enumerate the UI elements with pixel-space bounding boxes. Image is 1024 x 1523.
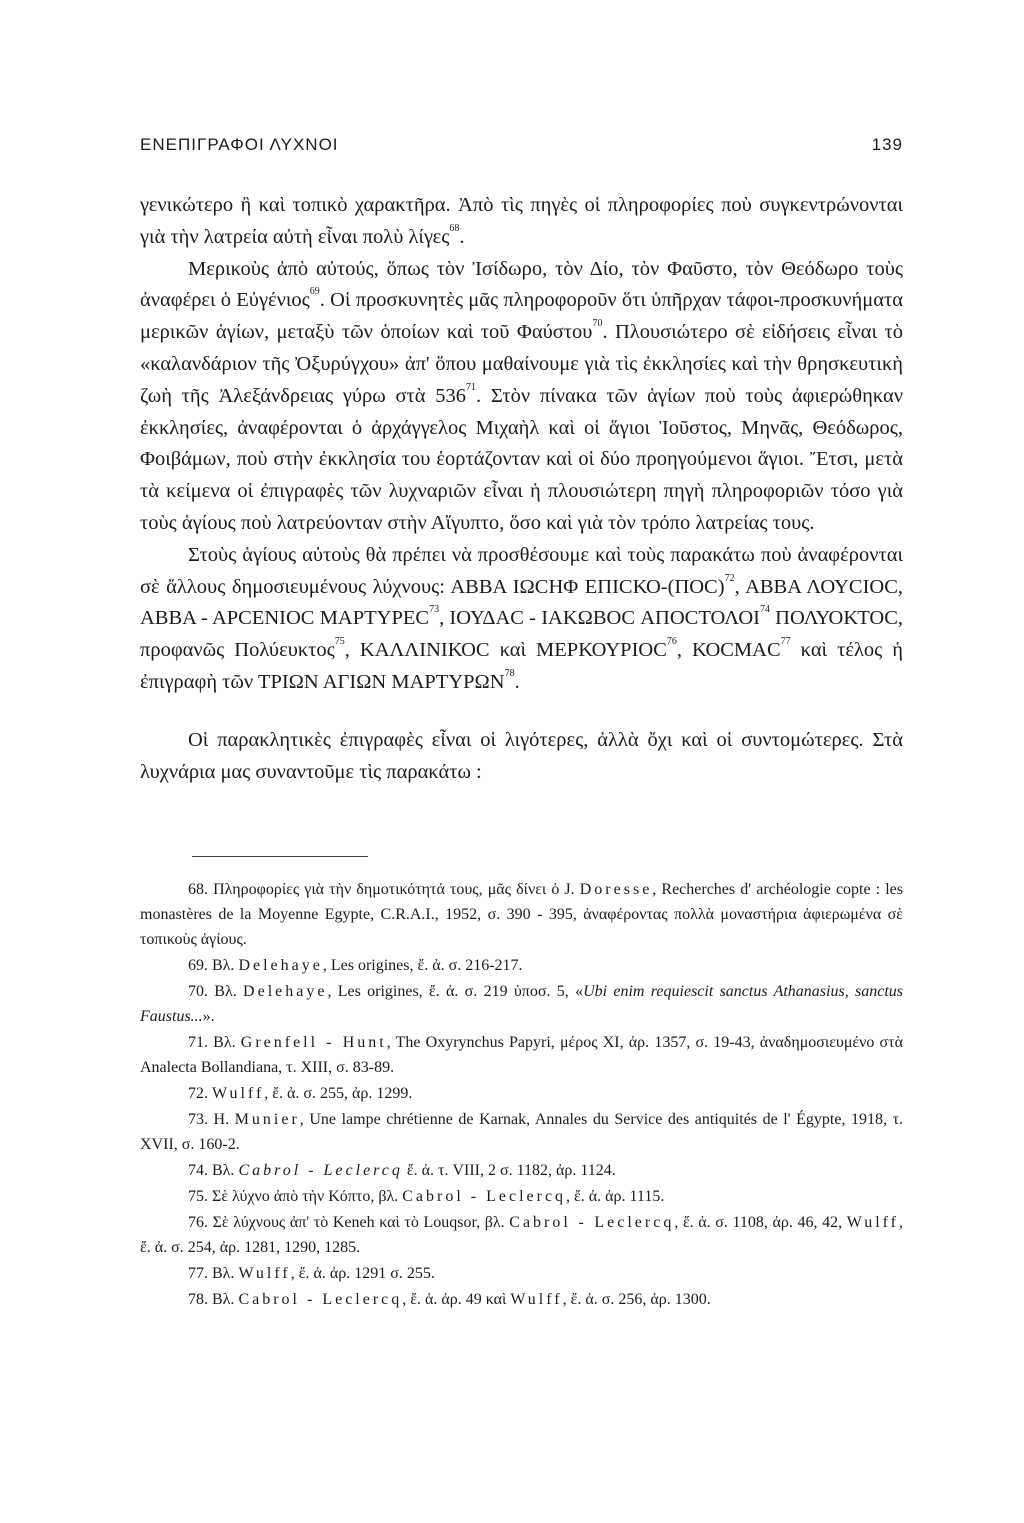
footnote-76 [140,1210,903,1260]
running-head [140,135,903,155]
text-span: Οἱ παρακλητικὲς ἐπιγραφὲς εἶναι οἱ λιγότερες, ἀλλὰ ὄχι καὶ οἱ συντομώτερες. Στὰ λυχνάρια μας συναντοῦμε τὶς παρακάτω : [140,728,903,783]
author-name: Delehaye [238,957,323,974]
footnote-ref: 75 [334,636,345,648]
author-name: Wulff [846,1214,900,1231]
text-span: . Οἱ προσκυνητὲς μᾶς πληροφοροῦν ὅτι ὑπῆρχαν τάφοι-προσκυνήματα μερικῶν ἁγίων, μεταξὺ τῶν ὁποίων καὶ τοῦ Φαύστου [140,289,903,344]
footnote-77 [140,1261,903,1286]
footnote-text: , Les origines, ἔ. ἀ. σ. 216-217. [322,957,523,974]
paragraph-2 [140,254,903,540]
author-name: Cabrol - Leclercq [238,1291,403,1308]
text-span: , ΚΑΛΛΙΝΙΚΟC καὶ ΜΕΡΚΟΥΡΙΟC [344,639,667,662]
footnote-text: , ἔ. ἀ. ἀρ. 1291 σ. 255. [290,1265,435,1282]
footnote-text: 73. H. [188,1111,235,1128]
text-span: . Πλουσιώτερο σὲ εἰδήσεις εἶναι τὸ «καλανδάριον τῆς Ὀξυρύγχου» ἀπ' ὅπου μαθαίνουμε γιὰ τὶς ἐκκλησίες καὶ τὴν θρησκευτικὴ ζωὴ τῆς Ἀλεξάνδρειας γύρω στὰ 536 [140,321,903,407]
footnote-ref: 74 [759,604,770,616]
footnote-text: , ἔ. ἀ. ἀρ. 49 καὶ [402,1291,511,1308]
footnote-73 [140,1107,903,1157]
footnote-text: , Recherches d' archéologie copte : les monastères de la Moyenne Egypte, C.R.A.I., 1952, σ. 390 - 395, ἀναφέροντας πολλὰ μοναστήρια ἀφιερωμένα σὲ τοπικοὺς ἁγίους. [140,881,904,948]
footnotes [140,877,903,1313]
author-name: Grenfell - Hunt [240,1034,387,1051]
author-name: Munier [234,1111,300,1128]
text-span: . [459,225,465,248]
author-name: Wulff [510,1291,563,1308]
footnote-ref: 72 [724,572,735,584]
footnote-72 [140,1081,903,1106]
author-name: Wulff [212,1085,265,1102]
footnote-ref: 69 [309,286,320,298]
footnote-text: , ἔ. ἀ. σ. 255, ἀρ. 1299. [264,1085,413,1102]
footnote-ref: 76 [666,636,677,648]
footnote-71 [140,1030,903,1080]
footnote-text: , Une lampe chrétienne de Karnak, Annales du Service des antiquités de l' Égypte, 1918, τ. XVII, σ. 160-2. [140,1111,903,1153]
paragraph-4 [140,725,903,789]
author-name: Cabrol - Leclercq [238,1162,403,1179]
footnote-ref: 78 [504,667,515,679]
paragraph-3 [140,540,903,699]
footnote-text: , ἔ. ἀ. ἀρ. 1115. [566,1188,665,1205]
footnote-text: 72. [188,1085,212,1102]
footnote-text: ». [202,1008,215,1025]
footnote-text: 74. Βλ. [188,1162,239,1179]
author-name: Delehaye [243,983,328,1000]
footnote-text: 78. Βλ. [188,1291,239,1308]
text-span: Μερικοὺς ἀπὸ αὐτούς, ὅπως τὸν Ἰσίδωρο, τὸν Δίο, τὸν Φαῦστο, τὸν Θεόδωρο τοὺς ἀναφέρει ὁ Εὐγένιος [140,257,903,312]
footnote-text: , The Oxyrynchus Papyri, μέρος XI, ἀρ. 1357, σ. 19-43, ἀναδημοσιευμένο στὰ Analecta Bollandiana, τ. XIII, σ. 83-89. [140,1034,903,1076]
footnote-text: , Les origines, ἔ. ἀ. σ. 219 ὑποσ. 5, « [327,983,584,1000]
footnote-text: , ἔ. ἀ. σ. 254, ἀρ. 1281, 1290, 1285. [140,1214,904,1256]
footnote-ref: 70 [592,318,603,330]
footnote-74 [140,1158,903,1183]
author-name: Cabrol - Leclercq [509,1214,675,1231]
paragraph-1 [140,190,903,254]
footnote-75 [140,1184,903,1209]
footnote-ref: 77 [780,636,791,648]
footnote-69 [140,953,903,978]
footnote-text: 70. Βλ. [188,983,244,1000]
footnote-78 [140,1287,903,1312]
text-span: ΠΟΛΥΟΚΤΟC, προφανῶς Πολύευκτος [140,607,903,662]
text-span: καὶ τέλος ἡ ἐπιγραφὴ τῶν ΤΡΙΩΝ ΑΓΙΩΝ ΜΑΡΤΥΡΩΝ [140,639,903,693]
footnote-text: , ἔ. ἀ. σ. 1108, ἀρ. 46, 42, [674,1214,847,1231]
text-span: Στοὺς ἁγίους αὐτοὺς θὰ πρέπει νὰ προσθέσουμε καὶ τοὺς παρακάτω ποὺ ἀναφέρονται σὲ ἄλλους δημοσιευμένους λύχνους: ΑΒΒΑ ΙΩCΗΦ ΕΠΙCΚΟ-(ΠΟC) [140,543,903,598]
text-span: , ΙΟΥΔΑC - ΙΑΚΩΒΟC ΑΠΟCΤΟΛΟΙ [439,607,760,630]
footnote-text: 69. Βλ. [188,957,239,974]
footnote-ref: 71 [466,381,476,393]
page-number: 139 [871,135,903,154]
footnote-ref: 73 [429,604,440,616]
text-span: , ΑΒΒΑ ΛΟΥCΙΟC, ΑΒΒΑ - ΑΡCΕΝΙΟC ΜΑΡΤΥΡΕC [140,575,904,630]
text-span: . [514,670,520,693]
latin-quote: Ubi enim requiescit sanctus Athanasius, sanctus Faustus... [140,983,903,1025]
author-name: Wulff [238,1265,291,1282]
text-span: γενικώτερο ἢ καὶ τοπικὸ χαρακτῆρα. Ἀπὸ τὶς πηγὲς οἱ πληροφορίες ποὺ συγκεντρώνονται γιὰ τὴν λατρεία αὐτὴ εἶναι πολὺ λίγες [140,194,903,248]
footnote-text: , ἔ. ἀ. σ. 256, ἀρ. 1300. [562,1291,711,1308]
footnote-text: 68. Πληροφορίες γιὰ τὴν δημοτικότητά τους, μᾶς δίνει ὁ J. [188,881,580,898]
footnote-text: 76. Σὲ λύχνους ἀπ' τὸ Keneh καὶ τὸ Louqsor, βλ. [188,1214,510,1231]
footnote-text: 71. Βλ. [188,1034,241,1051]
author-name: Doresse [579,881,653,898]
text-span: . Στὸν πίνακα τῶν ἁγίων ποὺ τοὺς ἀφιερώθηκαν ἐκκλησίες, ἀναφέρονται ὁ ἀρχάγγελος Μιχαὴλ καὶ οἱ ἅγιοι Ἰοῦστος, Μηνᾶς, Θεόδωρος, Φοιβάμων, ποὺ στὴν ἐκκλησία του ἑορτάζονταν καὶ οἱ δύο προηγούμενοι ἅγιοι. Ἔτσι, μετὰ τὰ κείμενα οἱ ἐπιγραφὲς τῶν λυχναριῶν εἶναι ἡ πλουσιώτερη πηγὴ πληροφοριῶν τόσο γιὰ τοὺς ἁγίους ποὺ λατρεύονταν στὴν Αἴγυπτο, ὅσο καὶ γιὰ τὸν τρόπο λατρείας τους. [140,384,903,534]
footnote-text: 77. Βλ. [188,1265,239,1282]
footnote-text: ἔ. ἀ. τ. VIII, 2 σ. 1182, ἀρ. 1124. [402,1162,616,1179]
footnote-divider [192,856,368,857]
footnote-ref: 68 [449,222,460,234]
footnote-text: 75. Σὲ λύχνο ἀπὸ τὴν Κόπτο, βλ. [188,1188,403,1205]
running-title: ΕΝΕΠΙΓΡΑΦΟΙ ΛΥΧΝΟΙ [140,135,339,154]
author-name: Cabrol - Leclercq [402,1188,567,1205]
footnote-68 [140,877,903,952]
body-text [140,190,903,788]
text-span: , ΚΟCΜΑC [676,639,781,662]
footnote-70 [140,979,903,1029]
